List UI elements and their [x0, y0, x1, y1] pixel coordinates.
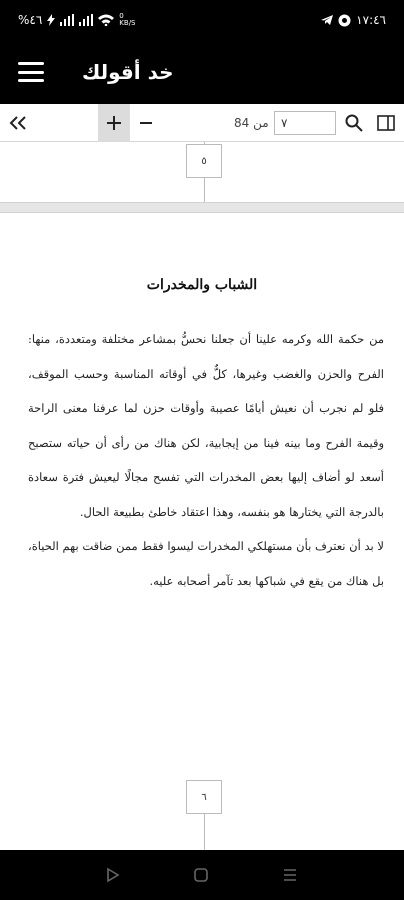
- page-separator: [0, 202, 404, 213]
- zoom-in-button[interactable]: [98, 104, 130, 142]
- status-right: [321, 13, 386, 27]
- app-notification-icon: [338, 14, 351, 27]
- prev-page-number: ٥: [186, 144, 222, 178]
- system-nav-bar: [0, 850, 404, 900]
- search-button[interactable]: [340, 104, 368, 142]
- status-bar: [0, 0, 404, 40]
- doc-body: [28, 322, 384, 598]
- page-total: من 84: [234, 116, 269, 130]
- signal-icon: [60, 14, 74, 26]
- sidebar-toggle-icon: [377, 115, 395, 131]
- pdf-viewer[interactable]: [0, 142, 404, 850]
- plus-icon: [106, 115, 122, 131]
- signal-icon-2: [79, 14, 93, 26]
- status-time: ١٧:٤٦: [356, 13, 386, 27]
- minus-icon: [139, 116, 153, 130]
- collapse-button[interactable]: [2, 104, 34, 142]
- double-chevron-left-icon: [9, 116, 27, 130]
- battery-percent: %٤٦: [18, 13, 43, 27]
- telegram-icon: [321, 14, 333, 26]
- next-page-number: ٦: [186, 780, 222, 814]
- paragraph: من حكمة الله وكرمه علينا أن جعلنا نحسُّ بمشاعر مختلفة ومتعددة، منها: الفرح والحزن والغضب وغيرها، كلٌّ في أوقاته المناسبة وحسب الموقف، فلو لم نجرب أن نعيش أيامًا عصيبة وأوقات حزن لما عرفنا معنى الراحة وقيمة الفرح وما بينه فينا من إيجابية، لكن هناك من رأى أن حياته ستصبح أسعد لو أضاف إليها بعض المخدرات التي تفسح مجالًا ليعيش فترة سعادة بالدرجة التي يختارها هو بنفسه، وهذا اعتقاد خاطئ بطبيعة الحال.: [28, 332, 384, 519]
- three-lines-recents-icon[interactable]: [282, 868, 298, 882]
- status-left: [18, 13, 136, 27]
- hamburger-icon[interactable]: [18, 62, 44, 82]
- page-marker-line: [204, 178, 205, 202]
- wifi-icon: [98, 14, 114, 26]
- app-bar: [0, 40, 404, 104]
- page-number-input[interactable]: ٧: [274, 111, 336, 135]
- zoom-out-button[interactable]: [131, 104, 161, 142]
- triangle-back-icon[interactable]: [106, 867, 120, 883]
- pdf-toolbar: [0, 104, 404, 142]
- page-marker-line: [204, 814, 205, 850]
- sidebar-toggle-button[interactable]: [372, 104, 400, 142]
- paragraph: لا بد أن نعترف بأن مستهلكي المخدرات ليسوا فقط ممن ضاقت بهم الحياة، بل هناك من يقع في شباكها بعد تآمر أصحابه عليه.: [28, 539, 384, 588]
- doc-title: الشباب والمخدرات: [146, 277, 258, 293]
- net-speed: 0 KB/S: [119, 12, 136, 27]
- search-icon: [345, 114, 363, 132]
- app-title: خد أقولك: [82, 60, 174, 84]
- charging-icon: [47, 14, 55, 26]
- rounded-square-home-icon[interactable]: [193, 867, 209, 883]
